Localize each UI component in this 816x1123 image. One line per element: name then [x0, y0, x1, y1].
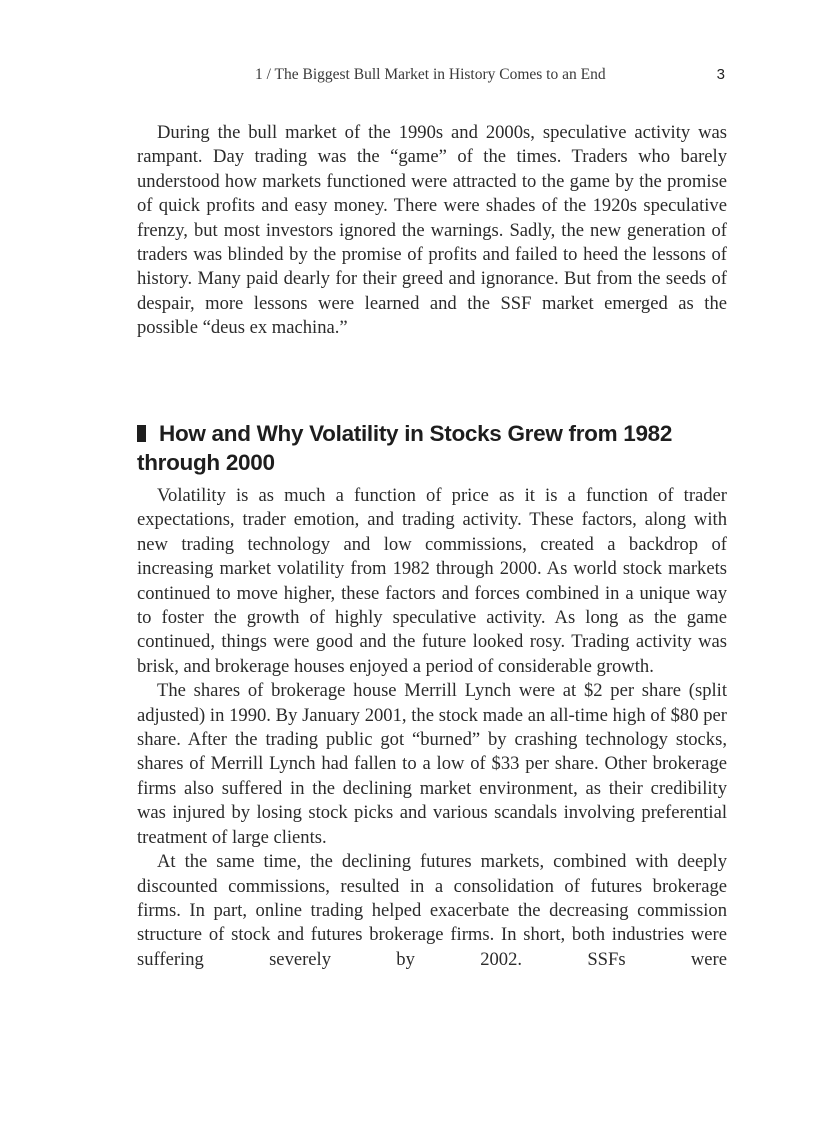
- square-bullet-icon: [137, 425, 146, 442]
- section-heading: [137, 419, 737, 477]
- running-head: [137, 66, 727, 90]
- body-paragraph: The shares of brokerage house Merrill Lynch were at $2 per share (split adjusted) in 1990. By January 2001, the stock made an all-time high of $80 per share. After the trading public got “burned” by crashing technology stocks, shares of Merrill Lynch had fallen to a low of $33 per share. Other brokerage firms also suffered in the declining market environment, as their credibility was injured by losing stock picks and various scandals involving preferential treatment of large clients.: [137, 680, 727, 848]
- section-heading-text: How and Why Volatility in Stocks Grew from 1982 through 2000: [137, 420, 673, 475]
- body-paragraph: Volatility is as much a function of price as it is a function of trader expectations, trader emotion, and trading activity. These factors, along with new trading technology and low commissions, created a backdrop of increasing market volatility from 1982 through 2000. As world stock markets continued to move higher, these factors and forces combined in a unique way to foster the growth of highly speculative activity. As long as the game continued, things were good and the future looked rosy. Trading activity was brisk, and brokerage houses enjoyed a period of considerable growth.: [137, 485, 727, 677]
- volatility-section: [137, 484, 727, 972]
- intro-section: [137, 121, 727, 341]
- page-number: 3: [716, 66, 725, 83]
- body-paragraph: During the bull market of the 1990s and 2000s, speculative activity was rampant. Day trading was the “game” of the times. Traders who barely understood how markets functioned were attracted to the game by the promise of quick profits and easy money. There were shades of the 1920s speculative frenzy, but most investors ignored the warnings. Sadly, the new generation of traders was blinded by the promise of profits and failed to heed the lessons of history. Many paid dearly for their greed and ignorance. But from the seeds of despair, more lessons were learned and the SSF market emerged as the possible “deus ex machina.”: [137, 122, 727, 339]
- running-head-title: 1 / The Biggest Bull Market in History Comes to an End: [255, 66, 606, 83]
- body-paragraph: At the same time, the declining futures markets, combined with deeply discounted commissions, resulted in a consolidation of futures brokerage firms. In part, online trading helped exacerbate the decreasing commission structure of stock and futures brokerage firms. In short, both industries were suffering severely by 2002. SSFs were: [137, 851, 727, 970]
